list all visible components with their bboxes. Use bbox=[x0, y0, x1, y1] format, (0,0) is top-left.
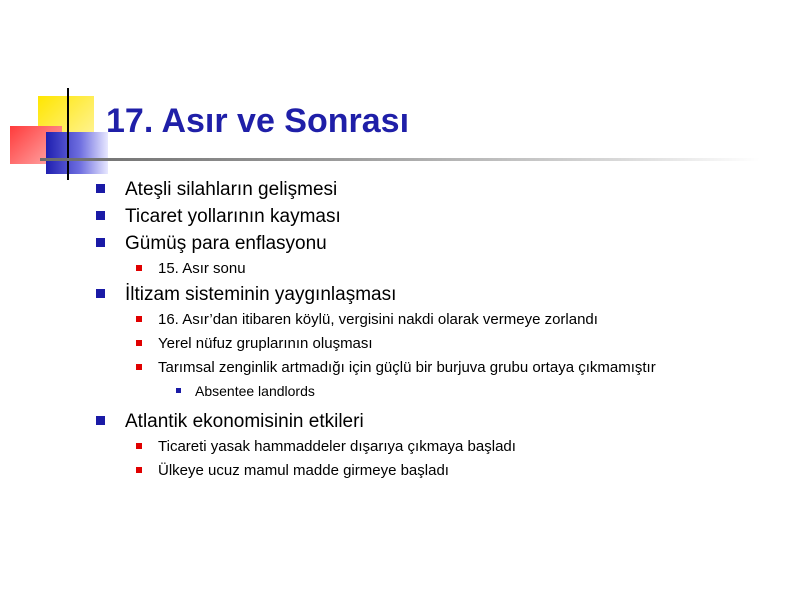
square-bullet-icon bbox=[136, 467, 142, 473]
bullet-text: Yerel nüfuz gruplarının oluşması bbox=[158, 335, 373, 352]
square-bullet-icon bbox=[136, 443, 142, 449]
bullet-text: Ateşli silahların gelişmesi bbox=[125, 179, 338, 200]
slide-title: 17. Asır ve Sonrası bbox=[106, 102, 410, 140]
bullet-text: Ticaret yollarının kayması bbox=[125, 206, 341, 227]
bullet-item-level-2 bbox=[0, 257, 800, 281]
bullet-text: 15. Asır sonu bbox=[158, 260, 246, 277]
square-bullet-icon bbox=[136, 316, 142, 322]
bullet-text: Ticareti yasak hammaddeler dışarıya çıkmaya başladı bbox=[158, 438, 516, 455]
square-bullet-icon bbox=[96, 211, 105, 220]
title-underline bbox=[40, 158, 760, 161]
square-bullet-icon bbox=[176, 388, 181, 393]
bullet-text: Tarımsal zenginlik artmadığı için güçlü bir burjuva grubu ortaya çıkmamıştır bbox=[158, 359, 656, 376]
bullet-item-level-2 bbox=[0, 332, 800, 356]
bullet-item-level-1 bbox=[0, 176, 800, 203]
bullet-item-level-1 bbox=[0, 408, 800, 435]
bullet-text: 16. Asır’dan itibaren köylü, vergisini nakdi olarak vermeye zorlandı bbox=[158, 311, 598, 328]
bullet-text: İltizam sisteminin yaygınlaşması bbox=[125, 284, 397, 305]
square-bullet-icon bbox=[96, 238, 105, 247]
bullet-text: Gümüş para enflasyonu bbox=[125, 233, 327, 254]
bullet-item-level-3 bbox=[0, 380, 800, 402]
bullet-item-level-2 bbox=[0, 356, 800, 380]
bullet-text: Atlantik ekonomisinin etkileri bbox=[125, 411, 364, 432]
square-bullet-icon bbox=[136, 340, 142, 346]
bullet-item-level-1 bbox=[0, 230, 800, 257]
bullet-item-level-1 bbox=[0, 203, 800, 230]
logo-vertical-line bbox=[67, 88, 69, 180]
square-bullet-icon bbox=[96, 184, 105, 193]
bullet-text: Absentee landlords bbox=[195, 383, 315, 399]
square-bullet-icon bbox=[96, 416, 105, 425]
bullet-text: Ülkeye ucuz mamul madde girmeye başladı bbox=[158, 462, 449, 479]
square-bullet-icon bbox=[136, 265, 142, 271]
bullet-item-level-2 bbox=[0, 459, 800, 483]
square-bullet-icon bbox=[96, 289, 105, 298]
logo-blue-square bbox=[46, 132, 108, 174]
bullet-item-level-2 bbox=[0, 435, 800, 459]
square-bullet-icon bbox=[136, 364, 142, 370]
bullet-item-level-1 bbox=[0, 281, 800, 308]
bullet-item-level-2 bbox=[0, 308, 800, 332]
bullet-list bbox=[0, 176, 800, 483]
